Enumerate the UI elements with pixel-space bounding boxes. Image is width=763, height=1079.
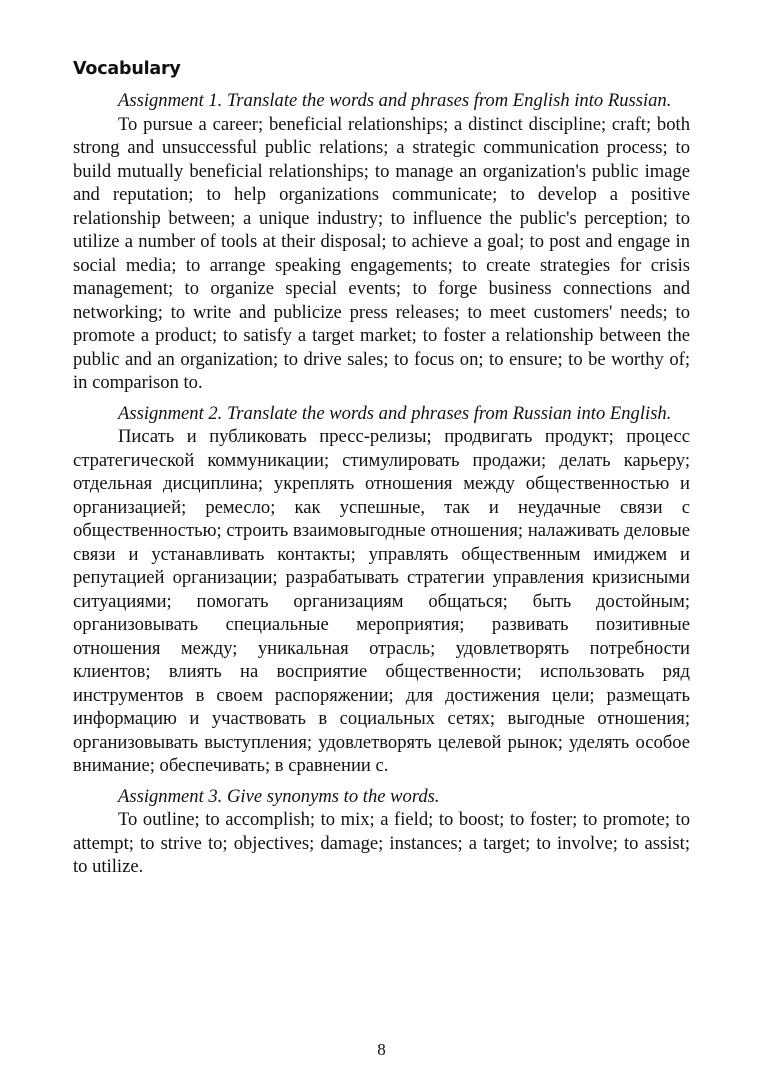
- assignment-2-title: Assignment 2. Translate the words and phrases from Russian into English.: [118, 402, 672, 424]
- page-content: [73, 58, 690, 879]
- assignment-2-body: Писать и публиковать пресс-релизы; продвигать продукт; процесс стратегической коммуникации; стимулировать продажи; делать карьеру; отдельная дисциплина; укреплять отношения между общественностью и организацией; ремесло; как успешные, так и неудачные связи с общественностью; строить взаимовыгодные отношения; налаживать деловые связи и устанавливать контакты; управлять общественным имиджем и репутацией организации; разрабатывать стратегии управления кризисными ситуациями; помогать организациям общаться; быть достойным; организовывать специальные мероприятия; развивать позитивные отношения между; уникальная отрасль; удовлетворять потребности клиентов; влиять на восприятие общественности; использовать ряд инструментов в своем распоряжении; для достижения цели; размещать информацию и участвовать в социальных сетях; выгодные отношения; организовывать выступления; удовлетворять целевой рынок; уделять особое внимание; обеспечивать; в сравнении с.: [73, 426, 690, 776]
- assignment-3-title: Assignment 3. Give synonyms to the words.: [118, 785, 440, 807]
- assignment-1-body: To pursue a career; beneficial relationships; a distinct discipline; craft; both strong and unsuccessful public relations; a strategic communication process; to build mutually beneficial relationships; to manage an organization's public image and reputation; to help organizations communicate; to develop a positive relationship between; a unique industry; to influence the public's perception; to utilize a number of tools at their disposal; to achieve a goal; to post and engage in social media; to arrange speaking engagements; to create strategies for crisis management; to organize special events; to forge business connections and networking; to write and publicize press releases; to meet customers' needs; to promote a product; to satisfy a target market; to foster a relationship between the public and an organization; to drive sales; to focus on; to ensure; to be worthy of; in comparison to.: [73, 113, 690, 393]
- assignment-1-title: Assignment 1. Translate the words and phrases from English into Russian.: [118, 90, 672, 111]
- assignment-3-body: To outline; to accomplish; to mix; a field; to boost; to foster; to promote; to attempt; to strive to; objectives; damage; instances; a target; to involve; to assist; to utilize.: [73, 809, 690, 877]
- page-number: 8: [377, 1040, 386, 1059]
- section-heading: Vocabulary: [73, 59, 181, 79]
